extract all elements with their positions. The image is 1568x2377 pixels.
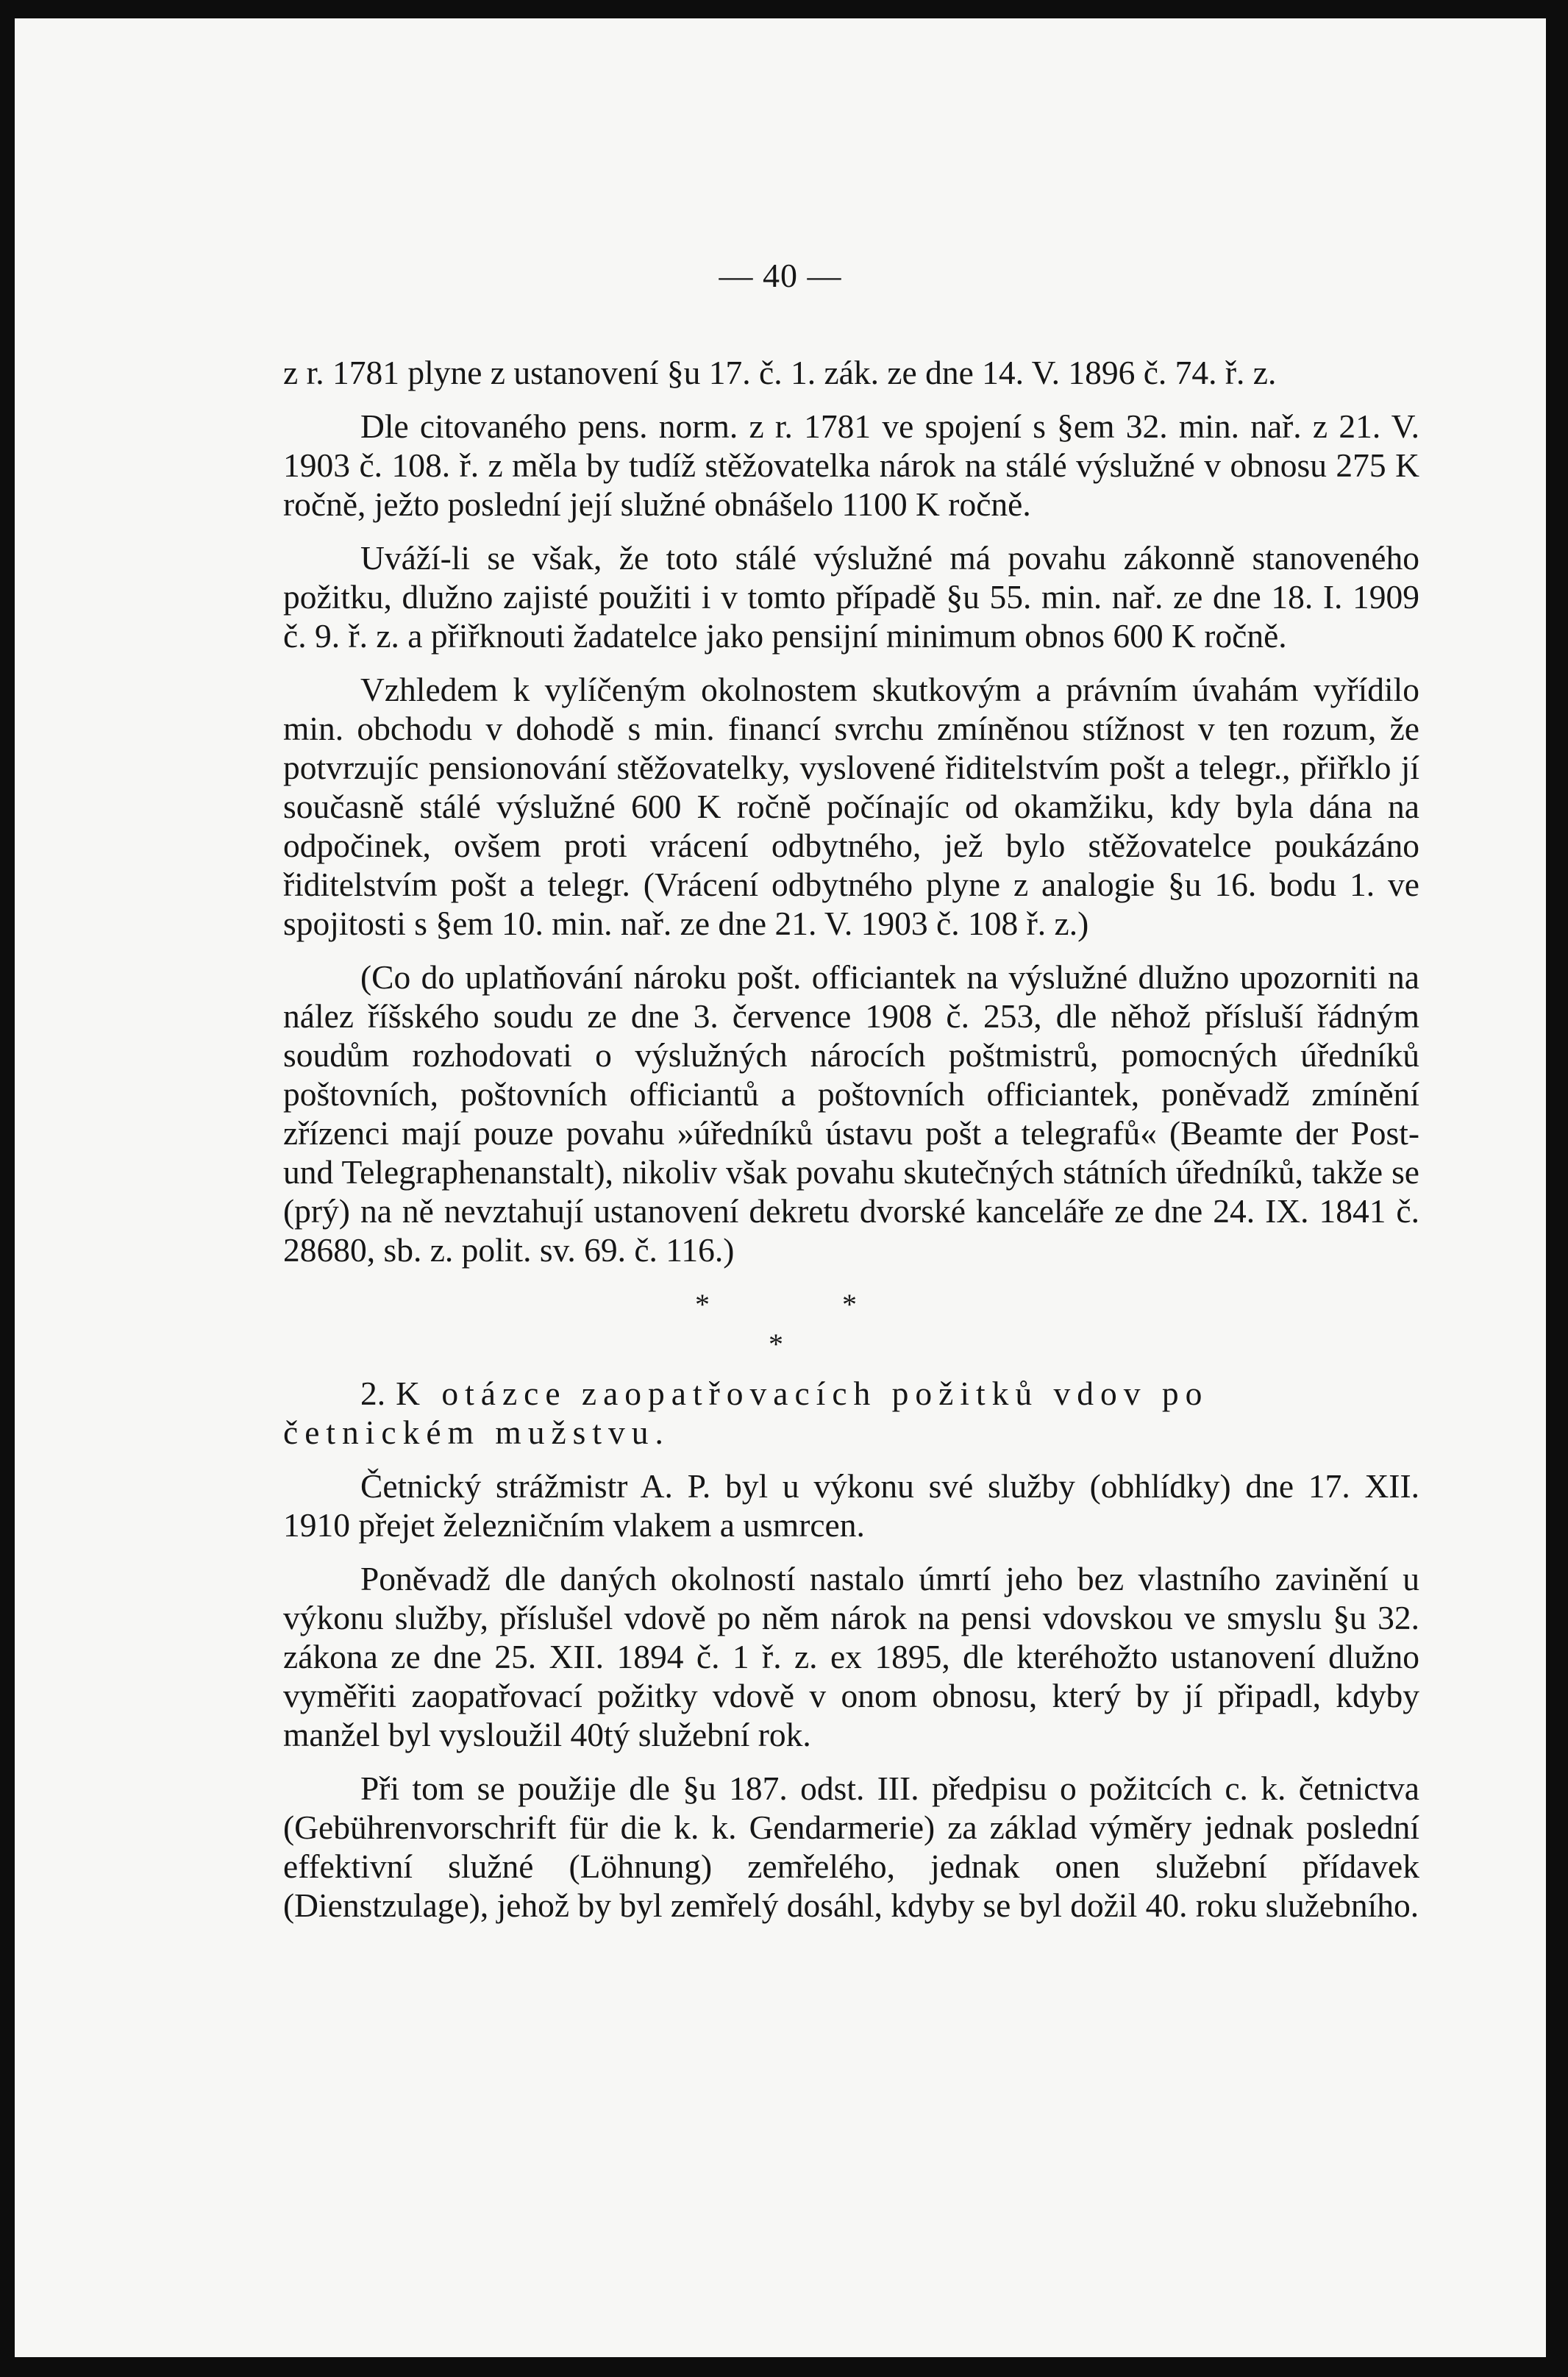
book-page [15,18,1546,2357]
page-body [283,353,1419,1939]
paragraph: Poněvadž dle daných okolností nastalo úmrtí jeho bez vlastního zavinění u výkonu služby, příslušel vdově po něm nárok na pensi vdovskou ve smyslu §u 32. zákona ze dne 25. XII. 1894 č. 1 ř. z. ex 1895, dle kteréhožto ustanovení dlužno vyměřiti zaopatřovací požitky vdově v onom obnosu, který by jí připadl, kdyby manžel byl vysloužil 40tý služební rok. [283,1560,1419,1753]
section-number: 2. [360,1375,386,1412]
paragraph: Uváží-li se však, že toto stálé výslužné má povahu zákonně stanoveného požitku, dlužno zajisté použiti i v tomto případě §u 55. min. nař. ze dne 18. I. 1909 č. 9. ř. z. a přiřknouti žadatelce jako pensijní minimum obnos 600 K ročně. [283,539,1419,655]
paragraph: Dle citovaného pens. norm. z r. 1781 ve spojení s §em 32. min. nař. z 21. V. 1903 č. 108. ř. z měla by tudíž stěžovatelka nárok na stálé výslužné v obnosu 275 K ročně, ježto poslední její služné obnášelo 1100 K ročně. [283,407,1419,523]
page-number: — 40 — [719,257,842,294]
paragraph: Při tom se použije dle §u 187. odst. III. předpisu o požitcích c. k. četnictva (Gebührenvorschrift für die k. k. Gendarmerie) za základ výměry jednak poslední effektivní služné (Löhnung) zemřelého, jednak onen služební přídavek (Dienstzulage), jehož by byl zemřelý dosáhl, kdyby se byl dožil 40. roku služebního. [283,1770,1419,1924]
paragraph: Četnický strážmistr A. P. byl u výkonu své služby (obhlídky) dne 17. XII. 1910 přejet železničním vlakem a usmrcen. [283,1467,1419,1544]
section-separator [283,1284,1419,1364]
paragraph-continuation: z r. 1781 plyne z ustanovení §u 17. č. 1. zák. ze dne 14. V. 1896 č. 74. ř. z. [283,354,1277,391]
section-heading [283,1374,1419,1452]
separator-star: * [695,1288,710,1321]
separator-star: * [842,1288,857,1321]
section-title: K otázce zaopatřovacích požitků vdov po četnickém mužstvu. [283,1375,1209,1451]
paragraph: Vzhledem k vylíčeným okolnostem skutkovým a právním úvahám vyřídilo min. obchodu v dohodě s min. financí svrchu zmíněnou stížnost v ten rozum, že potvrzujíc pensionování stěžovatelky, vyslovené řiditelstvím pošt a telegr., přiřklo jí současně stálé výslužné 600 K ročně počínajíc od okamžiku, kdy byla dána na odpočinek, ovšem proti vrácení odbytného, jež bylo stěžovatelce poukázáno řiditelstvím pošt a telegr. (Vrácení odbytného plyne z analogie §u 16. bodu 1. ve spojitosti s §em 10. min. nař. ze dne 21. V. 1903 č. 108 ř. z.) [283,671,1419,942]
separator-star: * [769,1328,783,1361]
paragraph-note: (Co do uplatňování nároku pošt. officiantek na výslužné dlužno upozorniti na nález říšského soudu ze dne 3. července 1908 č. 253, dle něhož přísluší řádným soudům rozhodovati o výslužných nárocích poštmistrů, pomocných úředníků poštovních, poštovních officiantů a poštovních officiantek, poněvadž zmínění zřízenci mají pouze povahu »úředníků ústavu pošt a telegrafů« (Beamte der Post- und Telegraphenanstalt), nikoliv však povahu skutečných státních úředníků, takže se (prý) na ně nevztahují ustanovení dekretu dvorské kanceláře ze dne 24. IX. 1841 č. 28680, sb. z. polit. sv. 69. č. 116.) [283,958,1419,1269]
